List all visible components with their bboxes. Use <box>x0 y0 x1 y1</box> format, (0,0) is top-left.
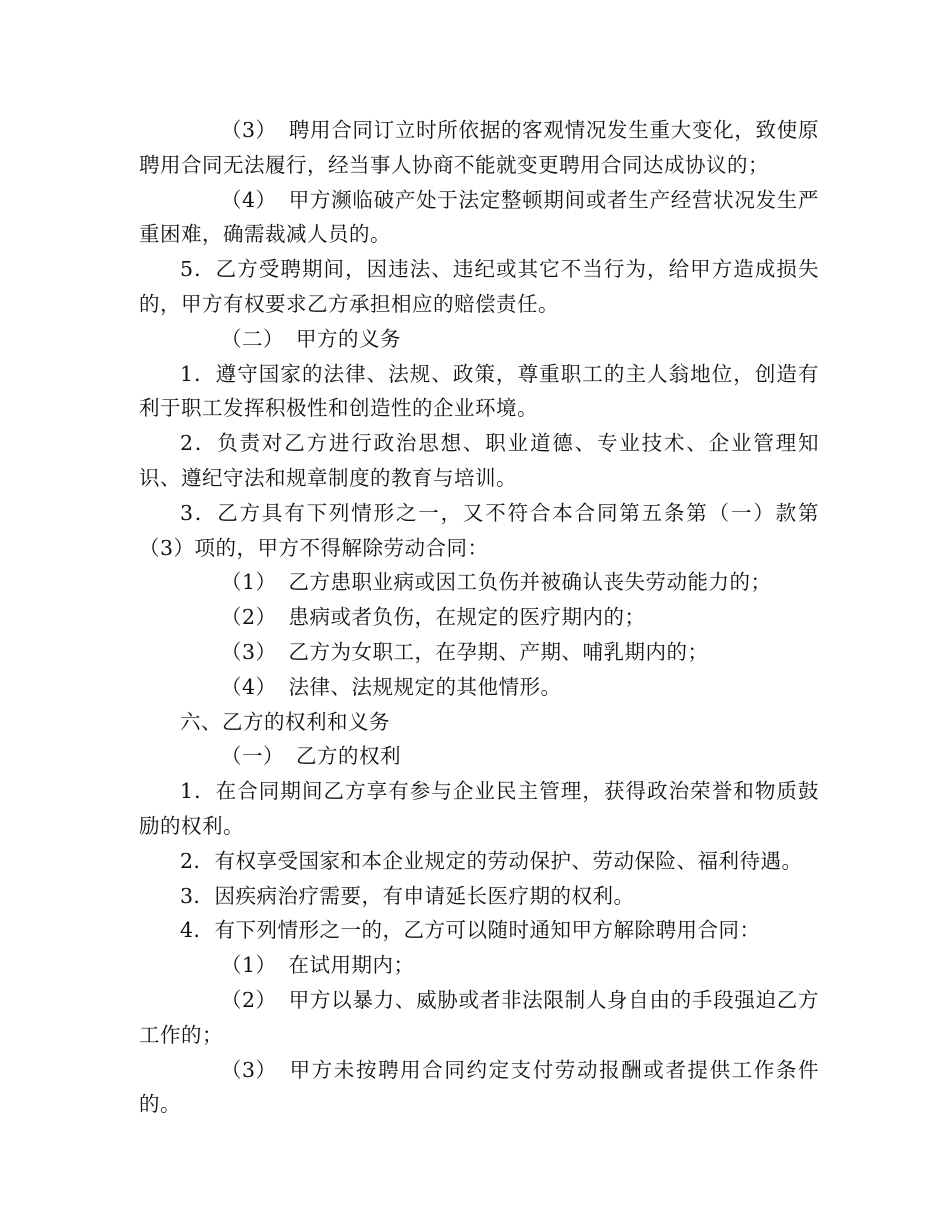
section-heading-text: 甲方的义务 <box>296 326 401 351</box>
paragraph-item-3b <box>139 635 819 670</box>
paragraph-text: 患病或者负伤，在规定的医疗期内的； <box>288 605 646 630</box>
item-marker: （2） <box>221 987 277 1012</box>
paragraph-text: 2．有权享受国家和本企业规定的劳动保护、劳动保险、福利待遇。 <box>180 848 803 873</box>
paragraph-item-4 <box>139 183 819 253</box>
paragraph-text: 1．遵守国家的法律、法规、政策，尊重职工的主人翁地位，创造有利于职工发挥积极性和创造性的企业环境。 <box>139 361 819 421</box>
item-marker: （3） <box>221 639 277 664</box>
paragraph-text: 聘用合同订立时所依据的客观情况发生重大变化，致使原聘用合同无法履行，经当事人协商不能就变更聘用合同达成协议的； <box>139 118 819 177</box>
paragraph-item-4b <box>139 670 819 705</box>
paragraph-clause-1 <box>139 357 819 427</box>
document-body <box>139 113 819 1122</box>
paragraph-text: 法律、法规规定的其他情形。 <box>288 674 562 699</box>
item-marker: （4） <box>221 187 277 212</box>
item-marker: （3） <box>221 1057 277 1082</box>
section-heading-party-b-rights <box>139 739 819 774</box>
paragraph-text: 3．因疾病治疗需要，有申请延长医疗期的权利。 <box>180 883 635 908</box>
paragraph-sub-item-1 <box>139 948 819 983</box>
paragraph-clause-2 <box>139 426 819 496</box>
paragraph-clause-5 <box>139 252 819 322</box>
item-marker: （4） <box>221 674 277 699</box>
paragraph-item-2 <box>139 600 819 635</box>
paragraph-right-2 <box>139 844 819 879</box>
item-marker: （1） <box>221 570 277 595</box>
paragraph-text: 2．负责对乙方进行政治思想、职业道德、专业技术、企业管理知识、遵纪守法和规章制度的教育与培训。 <box>139 431 819 490</box>
paragraph-text: 甲方未按聘用合同约定支付劳动报酬或者提供工作条件的。 <box>139 1057 819 1117</box>
section-heading-text: 乙方的权利 <box>296 744 401 769</box>
item-marker: （1） <box>221 953 277 978</box>
paragraph-text: 5．乙方受聘期间，因违法、违纪或其它不当行为，给甲方造成损失的，甲方有权要求乙方承担相应的赔偿责任。 <box>139 257 819 316</box>
paragraph-text: 4．有下列情形之一的，乙方可以随时通知甲方解除聘用合同： <box>180 918 761 943</box>
paragraph-sub-item-3 <box>139 1053 819 1123</box>
paragraph-sub-item-2 <box>139 983 819 1053</box>
paragraph-right-1 <box>139 774 819 844</box>
article-heading-text: 六、乙方的权利和义务 <box>180 709 390 734</box>
item-marker: （2） <box>221 605 277 630</box>
section-heading-party-a-obligations <box>139 322 819 357</box>
paragraph-text: 甲方濒临破产处于法定整顿期间或者生产经营状况发生严重困难，确需裁减人员的。 <box>139 187 819 247</box>
paragraph-item-3 <box>139 113 819 183</box>
section-marker: （二） <box>221 326 284 351</box>
paragraph-text: 乙方患职业病或因工负伤并被确认丧失劳动能力的； <box>288 570 772 595</box>
article-heading-6 <box>139 705 819 740</box>
paragraph-right-4 <box>139 913 819 948</box>
paragraph-item-1 <box>139 565 819 600</box>
paragraph-text: 甲方以暴力、威胁或者非法限制人身自由的手段强迫乙方工作的； <box>139 987 819 1047</box>
item-marker: （3） <box>221 118 277 142</box>
paragraph-text: 在试用期内； <box>288 953 415 978</box>
paragraph-clause-3 <box>139 496 819 566</box>
paragraph-text: 乙方为女职工，在孕期、产期、哺乳期内的； <box>288 639 709 664</box>
paragraph-text: 1．在合同期间乙方享有参与企业民主管理，获得政治荣誉和物质鼓励的权利。 <box>139 779 819 838</box>
paragraph-right-3 <box>139 879 819 914</box>
paragraph-text: 3．乙方具有下列情形之一，又不符合本合同第五条第（一）款第（3）项的，甲方不得解除劳动合同： <box>139 500 819 560</box>
section-marker: （一） <box>221 744 284 769</box>
